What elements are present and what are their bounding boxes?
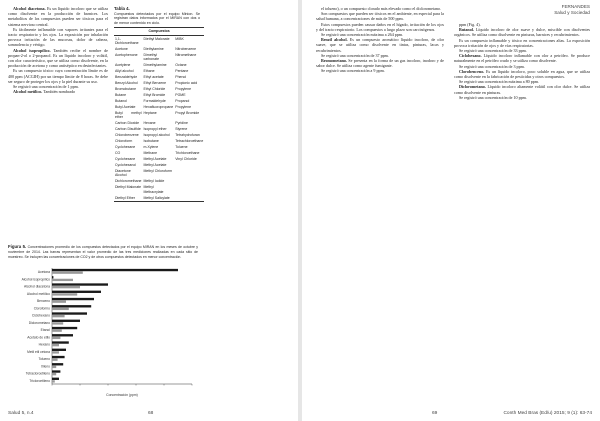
table-cell: Carbon Disulfide: [115, 127, 141, 132]
paragraph-heading: Alcohol metílico.: [13, 89, 43, 95]
bar: [52, 341, 69, 343]
table-cell: Ethyl acetate: [143, 75, 164, 80]
bar: [52, 286, 80, 288]
paragraph-heading: Benzil alcohol.: [321, 37, 348, 43]
table-row: [114, 104, 204, 110]
table-cell: Nitromethane: [175, 53, 197, 58]
table-caption: Compuestos detectados por el equipo Minion. Se registran datos informados por el MIRAN con dos o de menor contenido en ciclo.: [114, 12, 200, 25]
paragraph-text: ppm (Fig. 4).: [459, 22, 481, 27]
table-cell: Methyl Iodide: [143, 179, 165, 184]
page-number-right: 69: [432, 411, 438, 416]
paragraph-heading: Alcohol diacetona.: [13, 6, 46, 11]
right-text-column-1: [316, 6, 444, 74]
paragraph: [8, 89, 108, 94]
table-row: [114, 156, 204, 162]
paragraph-text: Se registró una concentración de 1 ppm.: [13, 84, 79, 90]
table-cell: MIBK: [175, 36, 184, 41]
bar: [52, 271, 83, 273]
table-cell: Benzyl Alcohol: [115, 81, 138, 86]
paragraph: [316, 37, 444, 53]
bar: [52, 291, 101, 293]
bar: [52, 283, 108, 285]
table-cell: Propylene: [175, 87, 192, 92]
paragraph-text: Es un compuesto inflamable y tóxico en concentraciones altas. La exposición provoca irritación de ojos y de vías respiratorias.: [454, 37, 590, 48]
paragraph: [8, 48, 108, 69]
paragraph: [316, 22, 444, 32]
table-cell: Dichloromethane: [115, 179, 142, 184]
paragraph-text: Se registró una concentración de 3 ppm.: [459, 63, 525, 69]
paragraph-heading: Ciclohexano.: [459, 53, 482, 59]
table-cell: Cyclohexane: [115, 157, 136, 162]
bar: [52, 329, 62, 331]
table-cell: Hexafluoropropane: [143, 105, 174, 110]
table-cell: Bromobutane: [115, 87, 137, 92]
category-label: Alcohol metílico: [26, 291, 50, 296]
bar: [52, 366, 56, 368]
table-cell: PGME: [175, 93, 186, 98]
figure-title: Figura 5.: [8, 244, 27, 249]
table-row: [114, 36, 204, 47]
category-label: Benceno: [36, 299, 50, 304]
right-page: [302, 0, 600, 421]
table-4: [114, 6, 204, 202]
table-cell: Chloroform: [115, 139, 133, 144]
table-row: [114, 184, 204, 194]
table-cell: Phenol: [175, 75, 187, 80]
paragraph-text: Es un compuesto tóxico cuya concentración límite es de 400 ppm (ACGIH) por un tiempo límite de 8 horas. Se debe ser seguro de proteger los ojos y la piel durante su uso.: [8, 68, 108, 84]
table-cell: CO: [115, 151, 121, 156]
bar: [52, 370, 60, 372]
table-cell: Diethylamine: [143, 47, 164, 52]
paragraph-heading: Clorobenceno.: [459, 68, 485, 74]
table-cell: m-Xylene: [143, 145, 159, 150]
bar: [52, 276, 53, 278]
table-cell: Methyl Salicylate: [142, 195, 174, 201]
table-cell: Diethyl Malonate: [115, 185, 142, 190]
category-label: Alcohol isopropílico: [21, 277, 50, 282]
table-cell: Heptane: [143, 111, 157, 116]
bar: [52, 356, 65, 358]
header-author: FERNANDES: [561, 4, 590, 9]
bar: [52, 351, 59, 353]
bar: [52, 279, 73, 281]
table-cell: Methane: [143, 151, 158, 156]
category-label: Xileno: [40, 364, 50, 369]
table-row: [114, 132, 204, 138]
table-header: Compuestos: [114, 27, 204, 35]
bar: [52, 334, 73, 336]
table-cell: Butanol: [115, 99, 127, 104]
table-row: [114, 168, 204, 178]
table-row: [114, 110, 204, 120]
category-label: Metil etil cetona: [27, 349, 50, 354]
table-row: [114, 52, 204, 62]
table-cell: Cyclohexane: [115, 145, 136, 150]
figure-5-caption: [8, 244, 198, 260]
table-cell: [174, 195, 204, 201]
paragraph-text: Se registró una concentración máxima a 80 ppm.: [459, 79, 540, 85]
table-row: [114, 86, 204, 92]
table-cell: Propyl Bromide: [175, 111, 200, 116]
table-cell: Acetophenone: [115, 53, 138, 58]
table-cell: Isopropyl alcohol: [143, 133, 170, 138]
paragraph-text: Se registró una concentración de 37 ppm.: [321, 52, 389, 58]
bar: [52, 380, 55, 382]
bar: [52, 300, 66, 302]
paragraph-text: También recibe el nombre de propan-2-ol o 2-propanol. Es un líquido incoloro y volátil, con olor característico, que se utiliza como disolvente, en la producción de acetona y como antiséptico en desinfectantes.: [8, 47, 108, 69]
table-cell: Chlorobenzene: [115, 133, 139, 138]
bar: [52, 363, 63, 365]
table-cell: Pentane: [175, 69, 189, 74]
category-label: Cloroformo: [33, 306, 50, 311]
bar: [52, 298, 94, 300]
paragraph-text: Es un líquido incoloro que se utiliza como disolvente en la producción de barnices. Los metabolitos de los compuestos pueden ser tóxicos para el sistema nervioso central.: [8, 6, 108, 27]
table-cell: Diethyl Ether: [114, 195, 142, 201]
paragraph: [316, 58, 444, 68]
paragraph-heading: Bromometano.: [321, 58, 347, 64]
paragraph-text: Estos compuestos pueden causar daños en el hígado, irritación de los ojos y del tracto respiratorio. Los compuestos a largo plazo son carcinógenos.: [316, 21, 444, 32]
table-cell: Methyl Methacrylate: [143, 185, 164, 194]
table-cell: Methyl Chloroform: [143, 169, 173, 174]
table-cell: Acetone: [115, 47, 128, 52]
table-cell: Toluene: [175, 145, 188, 150]
bar: [52, 344, 59, 346]
paragraph-text: También nombrado: [42, 89, 76, 95]
table-cell: Allyl alcohol: [115, 69, 134, 74]
table-cell: Benzaldehyde: [115, 75, 138, 80]
paragraph-text: Líquido incoloro altamente volátil con olor dulce. Se utiliza como disolvente en pinturas.: [454, 84, 590, 95]
footer-right: Conth Med Bras (Ed/u) 2015; 9 (1): 63-74: [503, 411, 592, 416]
paragraph-text: Es fácilmente inflamable con vapores irritantes para el tracto respiratorio y los ojos. La exposición por inhalación provoca irritación de las mucosas, dolor de cabeza, somnolencia y vértigo.: [8, 26, 108, 48]
paragraph: [316, 11, 444, 21]
category-label: Tricloroetileno: [29, 378, 50, 383]
bar: [52, 308, 69, 310]
bar: [52, 293, 77, 295]
table-cell: Dimethyl carbonate: [143, 53, 160, 62]
paragraph-text: Se presenta en la forma de un gas incoloro, inodoro y de sabor dulce. Se utiliza como agente fumigante.: [316, 58, 444, 69]
table-cell: Butyl Acetate: [115, 105, 136, 110]
paragraph: [454, 95, 590, 100]
table-cell: Formaldehyde: [143, 99, 166, 104]
right-text-column-2: [454, 22, 590, 100]
table-cell: Pyridine: [175, 121, 188, 126]
paragraph-heading: Alcohol isopropílico.: [13, 47, 51, 53]
bar: [52, 322, 63, 324]
paragraph: [316, 68, 444, 73]
paragraph: [8, 68, 108, 84]
bar: [52, 320, 80, 322]
bar: [52, 312, 87, 314]
paragraph-heading: Butanol.: [459, 27, 474, 33]
table-row: [114, 195, 204, 201]
x-axis-label: Concentración (ppm): [106, 393, 138, 397]
table-cell: Isopropyl ether: [143, 127, 167, 132]
paragraph-text: Se registró una concentración a 9 ppm.: [321, 68, 385, 74]
category-label: Etanol: [40, 328, 50, 333]
bar: [52, 349, 66, 351]
paragraph-text: Es un líquido incoloro, poco soluble en agua, que se utiliza como disolvente en la fabricación de pesticidas y otros compuestos.: [454, 68, 590, 80]
bar: [52, 337, 60, 339]
paragraph-text: Es un compuesto aromático líquido incoloro, de olor suave, que se utiliza como disolvente en tintas, pinturas, lacas y recubrimientos.: [316, 37, 444, 53]
left-page: [0, 0, 298, 421]
table-cell: Hexane: [143, 121, 156, 126]
table-cell: Ethyl Benzene: [143, 81, 167, 86]
table-cell: Methyl Acetate: [143, 157, 167, 162]
paragraph-heading: Diclorometano.: [459, 84, 486, 90]
bar: [52, 378, 59, 380]
category-label: Alcohol diacetona: [23, 284, 50, 289]
paragraph-text: Se registró una concentración de 10 ppm.: [459, 94, 527, 100]
category-label: Diclorometano: [28, 320, 50, 325]
footer-left: Salud 5, n.4: [8, 411, 34, 416]
table-cell: Trichloroethane: [175, 151, 200, 156]
table-cell: Carbon Dioxide: [115, 121, 140, 126]
left-text-column: [8, 6, 108, 94]
category-label: Tolueno: [38, 357, 50, 362]
table-cell: Propanol: [175, 99, 190, 104]
paragraph: [8, 27, 108, 48]
category-label: Acetona: [37, 270, 50, 275]
bar: [52, 373, 56, 375]
header-journal: Salud y Sociedad: [554, 9, 590, 15]
paragraph-text: Líquido incoloro de olor suave y dulce, miscible con disolventes orgánicos. Se utiliza como disolvente en pinturas, barnices y recubrimientos.: [454, 27, 590, 38]
paragraph: [454, 53, 590, 63]
paragraph: [454, 38, 590, 48]
bar: [52, 305, 91, 307]
table-cell: Acetylene: [115, 63, 131, 68]
bar: [52, 269, 178, 271]
table-cell: Propylene: [175, 105, 192, 110]
paragraph: [8, 6, 108, 27]
paragraph-text: Se registró una concentración máxima a 264 ppm.: [321, 32, 404, 38]
category-label: Tetracloroetileno: [25, 371, 50, 376]
compounds-table: [114, 27, 204, 202]
paragraph: [454, 69, 590, 79]
table-cell: Vinyl Chloride: [175, 157, 197, 162]
table-cell: Styrene: [175, 127, 188, 132]
figure-5-chart: [8, 264, 198, 398]
category-label: Ciclohexano: [31, 313, 50, 318]
paragraph: [454, 84, 590, 94]
paragraph-text: Líquido incoloro inflamable con olor a petróleo. Se produce naturalmente en el petróleo crudo y se utiliza como disolvente.: [454, 53, 590, 64]
table-cell: Butyl methyl ether: [115, 111, 142, 120]
table-cell: Methyl Acetate: [143, 163, 167, 168]
paragraph-text: el tolueno), o un compuesto clorado más elevado como el diclorometano.: [321, 6, 442, 11]
table-cell: Diacetone Alcohol: [115, 169, 131, 178]
table-cell: Ethyl Chloride: [143, 87, 166, 92]
page-number-left: 68: [148, 411, 154, 416]
table-cell: Dimethylamine: [143, 63, 167, 68]
table-title: Tabla 4.: [114, 6, 130, 11]
table-cell: [174, 168, 204, 178]
paragraph: [454, 27, 590, 37]
running-header: [554, 4, 590, 15]
paragraph-text: Son compuestos que pueden ser tóxicos en el ambiente, en especial para la salud humana, a concentraciones de más de 500 ppm.: [316, 11, 444, 22]
bar: [52, 327, 77, 329]
paragraph-text: Se registró una concentración de 33 ppm.: [459, 48, 527, 54]
table-cell: Tetrachloroethane: [175, 139, 204, 144]
figure-caption: Concentraciones promedio de los compuestos detectados por el equipo MIRAN en los meses de octubre y noviembre de 2014. Las barras representan el valor promedio de las tres mediciones realizadas en cada sitio de muestreo. Se incluyen las concentraciones de CO2 y de otros compuestos detectados en menor concentración.: [8, 245, 198, 260]
table-row: [114, 46, 204, 52]
table-cell: Isobutane: [143, 139, 159, 144]
table-cell: Propionic acid: [175, 81, 198, 86]
table-cell: Ethyl Bromide: [143, 93, 166, 98]
table-cell: Cyclohexanol: [115, 163, 137, 168]
table-cell: [174, 184, 204, 194]
category-label: Hexano: [38, 342, 50, 347]
table-cell: Butane: [115, 93, 127, 98]
table-cell: Nitrobenzene: [175, 47, 197, 52]
bar: [52, 315, 65, 317]
table-cell: 1,1-Dichloroethane: [115, 36, 139, 46]
table-row: [114, 80, 204, 86]
table-cell: Octane: [175, 63, 187, 68]
category-label: Acetato de etilo: [27, 335, 50, 340]
bar: [52, 358, 58, 360]
table-cell: Ethane: [143, 69, 155, 74]
table-cell: Diethyl Malonate: [143, 36, 170, 41]
table-cell: Tetrahydrofuran: [175, 133, 200, 138]
